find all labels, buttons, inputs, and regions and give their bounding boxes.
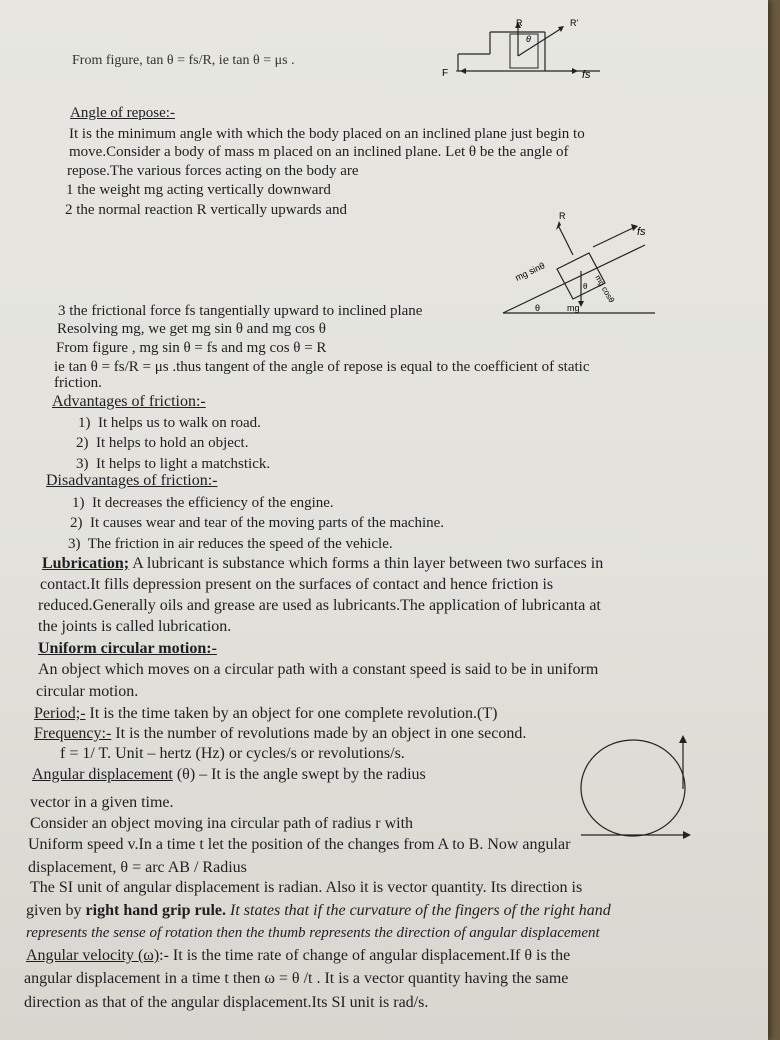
advantages-heading: Advantages of friction:-: [52, 393, 206, 410]
circular-path-figure: [575, 735, 695, 845]
repose-line-1: It is the minimum angle with which the body placed on an inclined plane just begin to: [69, 126, 585, 142]
list-item: 2) It helps to hold an object.: [76, 435, 249, 451]
angular-displacement-line-5: displacement, θ = arc AB / Radius: [28, 859, 247, 876]
angular-displacement-line-3: Consider an object moving ina circular path of radius r with: [30, 815, 414, 832]
list-item: 3) It helps to light a matchstick.: [76, 456, 271, 472]
frequency-line: Frequency:- It is the number of revolutions made by an object in one second.: [34, 725, 527, 742]
repose-line-6: 3 the frictional force fs tangentially upward to inclined plane: [58, 303, 423, 319]
svg-text:mg: mg: [567, 303, 580, 313]
svg-text:fs: fs: [582, 69, 591, 81]
angular-displacement-line-2: vector in a given time.: [30, 794, 174, 811]
repose-line-5: 2 the normal reaction R vertically upwards and: [65, 202, 347, 218]
angular-velocity-line-3: direction as that of the angular displacement.Its SI unit is rad/s.: [24, 994, 429, 1011]
svg-text:R: R: [516, 18, 523, 28]
si-unit-line-2: given by right hand grip rule. It states that if the curvature of the fingers of the right hand: [26, 902, 611, 919]
svg-text:mg sinθ: mg sinθ: [513, 260, 547, 283]
inclined-plane-figure: [495, 205, 665, 320]
lubrication-line-3: reduced.Generally oils and grease are used as lubricants.The application of lubricanta at: [38, 597, 601, 614]
svg-text:fs: fs: [637, 226, 646, 238]
repose-line-2: move.Consider a body of mass m placed on an inclined plane. Let θ be the angle of: [69, 144, 569, 160]
repose-line-4: 1 the weight mg acting vertically downward: [66, 182, 331, 198]
ucm-line-2: circular motion.: [36, 683, 139, 700]
repose-line-9: ie tan θ = fs/R = μs .thus tangent of the angle of repose is equal to the coefficient of static: [54, 359, 590, 375]
list-item: 3) The friction in air reduces the speed of the vehicle.: [68, 536, 393, 552]
disadvantages-heading: Disadvantages of friction:-: [46, 472, 218, 489]
angular-displacement-line-1: Angular displacement (θ) – It is the angle swept by the radius: [32, 766, 426, 783]
svg-text:θ: θ: [583, 282, 588, 291]
frequency-unit-line: f = 1/ T. Unit – hertz (Hz) or cycles/s or revolutions/s.: [60, 745, 405, 762]
svg-text:R: R: [559, 211, 566, 221]
lubrication-line-1: Lubrication; A lubricant is substance which forms a thin layer between two surfaces in: [42, 555, 604, 572]
lubrication-line-4: the joints is called lubrication.: [38, 618, 232, 635]
angle-of-repose-heading: Angle of repose:-: [70, 105, 175, 121]
svg-text:θ: θ: [535, 303, 541, 313]
svg-text:θ: θ: [526, 34, 531, 44]
uniform-circular-motion-heading: Uniform circular motion:-: [38, 640, 217, 657]
intro-formula-line: From figure, tan θ = fs/R, ie tan θ = μs .: [72, 53, 295, 68]
si-unit-line-1: The SI unit of angular displacement is radian. Also it is vector quantity. Its direction is: [30, 879, 583, 896]
svg-text:R': R': [570, 18, 579, 28]
ucm-line-1: An object which moves on a circular path with a constant speed is said to be in uniform: [38, 661, 599, 678]
svg-text:mg cosθ: mg cosθ: [593, 273, 617, 305]
angular-displacement-line-4: Uniform speed v.In a time t let the position of the changes from A to B. Now angular: [28, 836, 571, 853]
repose-line-8: From figure , mg sin θ = fs and mg cos θ = R: [56, 340, 327, 356]
friction-force-figure: [430, 14, 630, 94]
svg-text:F: F: [442, 68, 449, 79]
lubrication-line-2: contact.It fills depression present on the surfaces of contact and hence friction is: [40, 576, 554, 593]
repose-line-7: Resolving mg, we get mg sin θ and mg cos θ: [57, 321, 326, 337]
angular-velocity-line-2: angular displacement in a time t then ω = θ /t . It is a vector quantity having the same: [24, 970, 569, 987]
repose-line-10: friction.: [54, 375, 102, 391]
period-line: Period;- It is the time taken by an object for one complete revolution.(T): [34, 705, 498, 722]
list-item: 2) It causes wear and tear of the moving parts of the machine.: [70, 515, 445, 531]
si-unit-line-3: represents the sense of rotation then the thumb represents the direction of angular displacement: [26, 925, 600, 941]
list-item: 1) It decreases the efficiency of the engine.: [72, 495, 334, 511]
repose-line-3: repose.The various forces acting on the body are: [67, 163, 359, 179]
list-item: 1) It helps us to walk on road.: [78, 415, 261, 431]
angular-velocity-line-1: Angular velocity (ω):- It is the time rate of change of angular displacement.If θ is the: [26, 947, 571, 964]
